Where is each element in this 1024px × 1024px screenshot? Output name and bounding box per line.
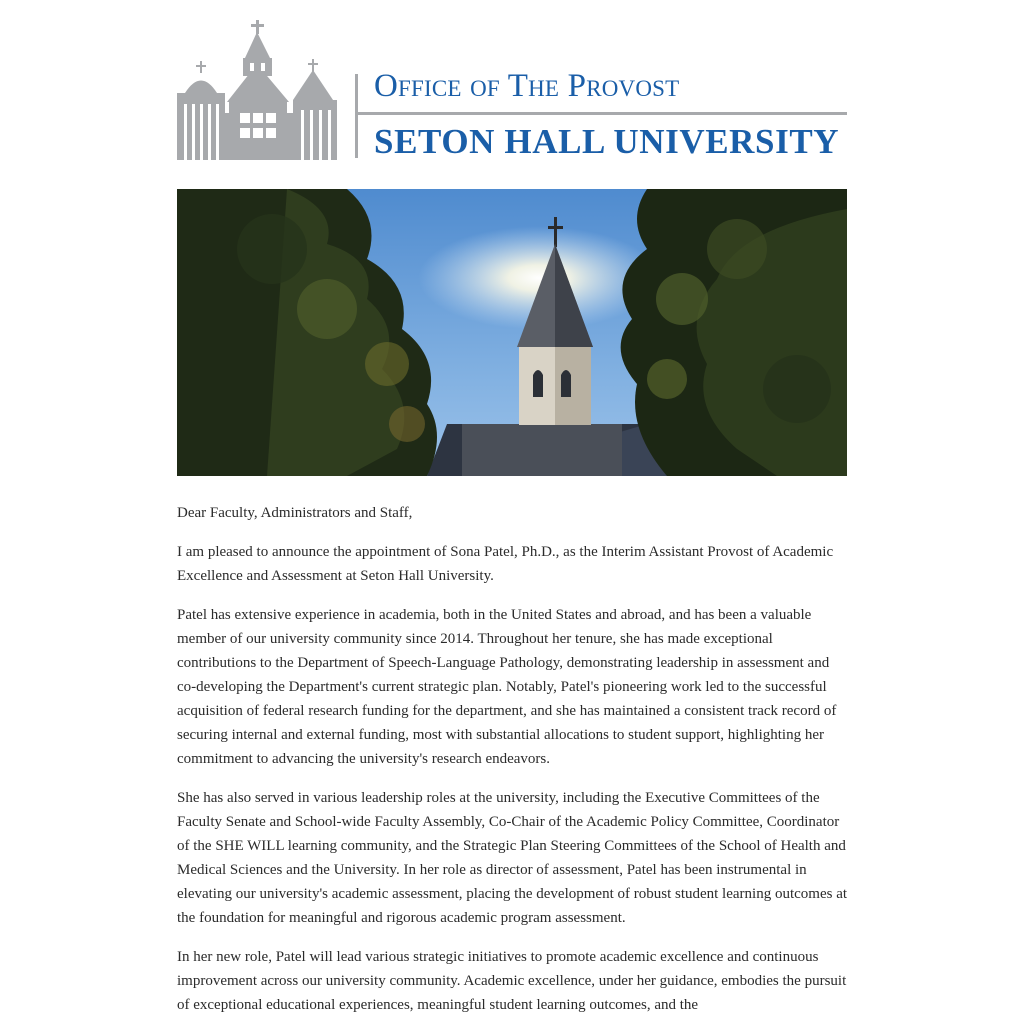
letter-body — [177, 501, 849, 1024]
church-steeple-photo — [177, 189, 847, 476]
letter-paragraph: Patel has extensive experience in academia, both in the United States and abroad, and has been a valuable member of our university community since 2014. Throughout her tenure, she has made exceptional contributions to the Department of Speech-Language Pathology, demonstrating leadership in assessment and co-developing the Department's current strategic plan. Notably, Patel's pioneering work led to the successful acquisition of federal research funding for the department, and she has maintained a consistent track record of securing internal and external funding, most with substantial allocations to student support, highlighting her commitment to advancing the university's research endeavors. — [177, 607, 837, 767]
salutation: Dear Faculty, Administrators and Staff, — [177, 505, 413, 521]
church-towers-icon — [177, 18, 339, 160]
hero-image — [177, 189, 847, 476]
letter-paragraph: In her new role, Patel will lead various strategic initiatives to promote academic excellence and continuous improvement across our university community. Academic excellence, under her guidance, embodies the pursuit of exceptional educational experiences, meaningful student learning outcomes, and the — [177, 949, 847, 1013]
letter-paragraph: She has also served in various leadership roles at the university, including the Executive Committees of the Faculty Senate and School-wide Faculty Assembly, Co-Chair of the Academic Policy Committee, Coordinator of the SHE WILL learning community, and the Strategic Plan Steering Committees of the School of Health and Medical Sciences and the University. In her role as director of assessment, Patel has been instrumental in elevating our university's academic assessment, placing the development of robust student learning outcomes at the foundation for meaningful and rigorous academic program assessment. — [177, 790, 848, 926]
university-name: SETON HALL UNIVERSITY — [374, 122, 840, 161]
header-vertical-divider — [355, 74, 358, 158]
letter-paragraph: I am pleased to announce the appointment of Sona Patel, Ph.D., as the Interim Assistant Provost of Academic Excellence and Assessment at Seton Hall University. — [177, 544, 834, 584]
letterhead — [177, 18, 847, 163]
office-title: Office of The Provost — [374, 68, 680, 104]
header-rule — [358, 112, 847, 115]
